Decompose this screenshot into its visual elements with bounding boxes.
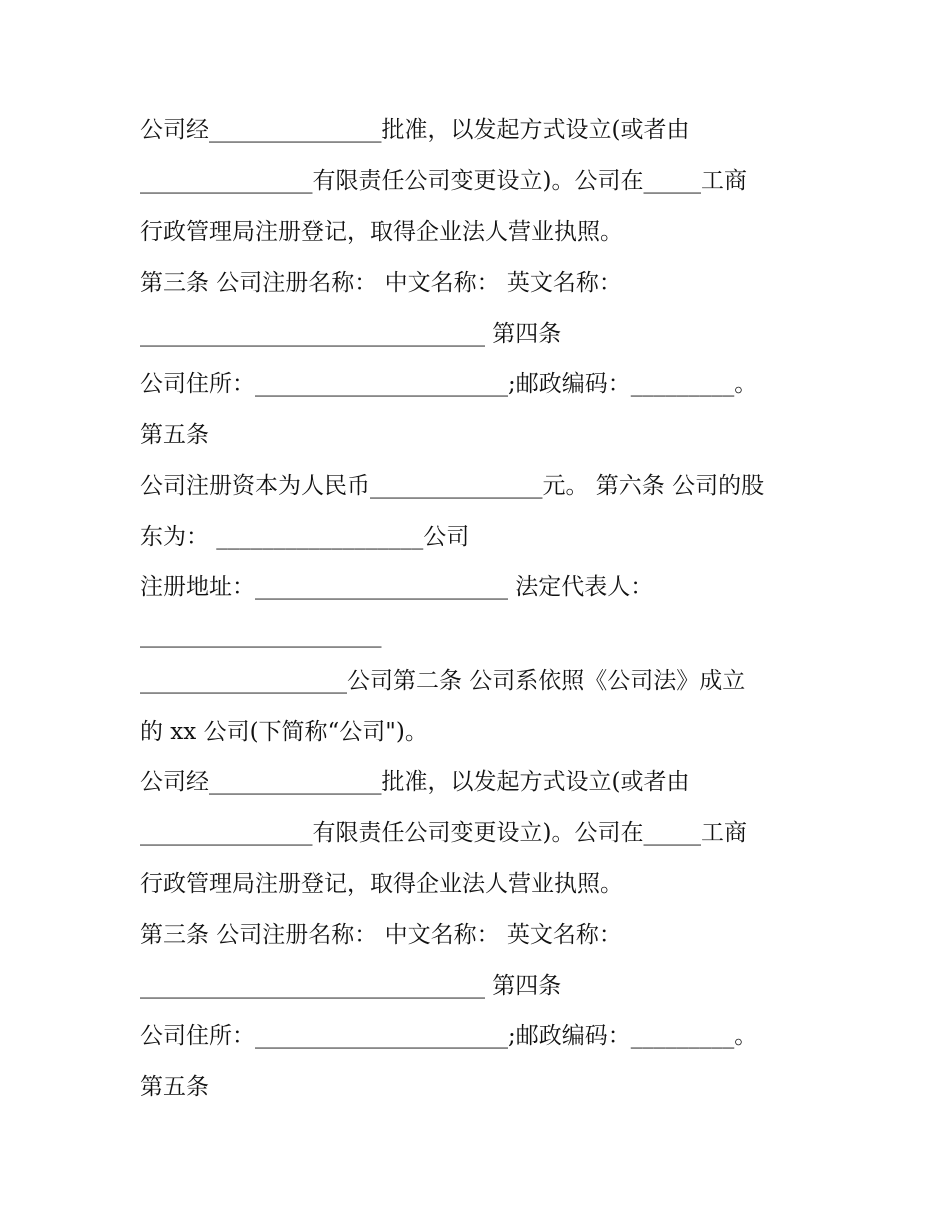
text-line: 注册地址：______________________ 法定代表人： — [140, 574, 654, 600]
text-line: ______________________________ 第四条 — [140, 973, 562, 999]
text-line: 行政管理局注册登记，取得企业法人营业执照。 — [140, 871, 623, 897]
text-line: 公司注册资本为人民币_______________元。 第六条 公司的股 — [140, 473, 765, 499]
text-line: _______________有限责任公司变更设立)。公司在_____工商 — [140, 168, 747, 194]
text-line: 公司经_______________批准，以发起方式设立(或者由 — [140, 117, 690, 143]
text-line: 公司住所：______________________;邮政编码：_________。 — [140, 1023, 758, 1049]
text-line: __________________公司第二条 公司系依照《公司法》成立 — [140, 668, 746, 694]
text-line: 公司经_______________批准，以发起方式设立(或者由 — [140, 769, 690, 795]
text-line: 行政管理局注册登记，取得企业法人营业执照。 — [140, 219, 623, 245]
text-line: 第三条 公司注册名称： 中文名称： 英文名称： — [140, 922, 622, 948]
text-line: 第五条 — [140, 422, 209, 448]
text-line: 东为： __________________公司 — [140, 524, 470, 550]
text-line: 第五条 — [140, 1074, 209, 1100]
text-line: _____________________ — [140, 622, 382, 648]
text-line: ______________________________ 第四条 — [140, 321, 562, 347]
text-line: 公司住所：______________________;邮政编码：_________。 — [140, 371, 758, 397]
text-line: 第三条 公司注册名称： 中文名称： 英文名称： — [140, 270, 622, 296]
text-line: _______________有限责任公司变更设立)。公司在_____工商 — [140, 820, 747, 846]
text-line: 的 xx 公司(下简称“公司")。 — [140, 719, 428, 745]
